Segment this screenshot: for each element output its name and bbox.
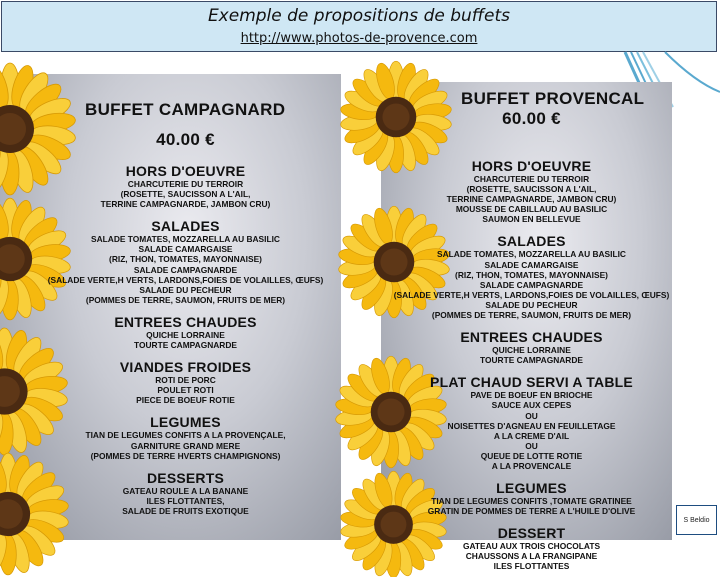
section-title: SALADES	[30, 219, 341, 234]
menu-item: TIAN DE LEGUMES CONFITS A LA PROVENÇALE,	[30, 430, 341, 440]
menu-item: A LA CREME D'AIL	[391, 431, 672, 441]
menu-item: (POMMES DE TERRE HVERTS CHAMPIGNONS)	[30, 451, 341, 461]
menu-item: ROTI DE PORC	[30, 375, 341, 385]
menu-item: TERRINE CAMPAGNARDE, JAMBON CRU)	[30, 199, 341, 209]
menu-item: PIECE DE BOEUF ROTIE	[30, 395, 341, 405]
section-title: DESSERTS	[30, 471, 341, 486]
section-title: VIANDES FROIDES	[30, 360, 341, 375]
menu-item: SAUCE AUX CEPES	[391, 400, 672, 410]
header-banner	[1, 1, 717, 52]
menu-item: QUEUE DE LOTTE ROTIE	[391, 451, 672, 461]
menu-item: TERRINE CAMPAGNARDE, JAMBON CRU)	[391, 194, 672, 204]
section-title: LEGUMES	[391, 481, 672, 496]
menu-item: SALADE DU PECHEUR	[391, 300, 672, 310]
menu-item: POULET ROTI	[30, 385, 341, 395]
section-title: DESSERT	[391, 526, 672, 541]
menu-item: SALADE DU PECHEUR	[30, 285, 341, 295]
menu-item: GRATIN DE POMMES DE TERRE A L'HUILE D'OLIVE	[391, 506, 672, 516]
menu-item: (POMMES DE TERRE, SAUMON, FRUITS DE MER)	[30, 295, 341, 305]
menu-item: (ROSETTE, SAUCISSON A L'AIL,	[30, 189, 341, 199]
menu-item: GARNITURE GRAND MERE	[30, 441, 341, 451]
menu-item: (POMMES DE TERRE, SAUMON, FRUITS DE MER)	[391, 310, 672, 320]
menu-item: NOISETTES D'AGNEAU EN FEUILLETAGE	[391, 421, 672, 431]
menu-text-provencal	[391, 82, 672, 572]
menu-item: (SALADE VERTE,H VERTS, LARDONS,FOIES DE VOLAILLES, ŒUFS)	[30, 275, 341, 285]
author-signature: S Beldio	[676, 505, 717, 535]
website-link[interactable]: http://www.photos-de-provence.com	[2, 31, 716, 46]
menu-price: 40.00 €	[30, 130, 341, 150]
menu-item: MOUSSE DE CABILLAUD AU BASILIC	[391, 204, 672, 214]
menu-item: (RIZ, THON, TOMATES, MAYONNAISE)	[30, 254, 341, 264]
menu-item: SALADE TOMATES, MOZZARELLA AU BASILIC	[30, 234, 341, 244]
menu-item: SALADE DE FRUITS EXOTIQUE	[30, 506, 341, 516]
menu-item: TOURTE CAMPAGNARDE	[30, 340, 341, 350]
menu-item: CHARCUTERIE DU TERROIR	[30, 179, 341, 189]
menu-price: 60.00 €	[391, 109, 672, 129]
menu-item: TOURTE CAMPAGNARDE	[391, 355, 672, 365]
section-title: PLAT CHAUD SERVI A TABLE	[391, 375, 672, 390]
menu-item: GATEAU ROULE A LA BANANE	[30, 486, 341, 496]
menu-item: PAVE DE BOEUF EN BRIOCHE	[391, 390, 672, 400]
menu-item: SALADE CAMARGAISE	[391, 260, 672, 270]
section-title: ENTREES CHAUDES	[30, 315, 341, 330]
menu-item: (ROSETTE, SAUCISSON A L'AIL,	[391, 184, 672, 194]
menu-item: QUICHE LORRAINE	[391, 345, 672, 355]
menu-item: CHARCUTERIE DU TERROIR	[391, 174, 672, 184]
menu-item: QUICHE LORRAINE	[30, 330, 341, 340]
menu-item: SALADE TOMATES, MOZZARELLA AU BASILIC	[391, 249, 672, 259]
menu-item: ILES FLOTTANTES	[391, 561, 672, 571]
menu-item: SALADE CAMPAGNARDE	[391, 280, 672, 290]
menu-item: TIAN DE LEGUMES CONFITS ,TOMATE GRATINEE	[391, 496, 672, 506]
menu-item: OU	[391, 441, 672, 451]
menu-item: ILES FLOTTANTES,	[30, 496, 341, 506]
section-title: HORS D'OEUVRE	[391, 159, 672, 174]
menu-card-provencal	[381, 82, 672, 540]
menu-item: GATEAU AUX TROIS CHOCOLATS	[391, 541, 672, 551]
menu-item: SALADE CAMPAGNARDE	[30, 265, 341, 275]
menu-title: BUFFET PROVENCAL	[391, 89, 672, 109]
menu-title: BUFFET CAMPAGNARD	[30, 100, 341, 120]
menu-item: CHAUSSONS A LA FRANGIPANE	[391, 551, 672, 561]
menu-text-campagnard	[30, 74, 341, 516]
menu-item: A LA PROVENCALE	[391, 461, 672, 471]
menu-item: SALADE CAMARGAISE	[30, 244, 341, 254]
menu-item: (SALADE VERTE,H VERTS, LARDONS,FOIES DE VOLAILLES, ŒUFS)	[391, 290, 672, 300]
section-title: SALADES	[391, 234, 672, 249]
menu-card-campagnard	[0, 74, 341, 540]
page-title: Exemple de propositions de buffets	[2, 6, 716, 26]
menu-item: SAUMON EN BELLEVUE	[391, 214, 672, 224]
menu-item: OU	[391, 411, 672, 421]
section-title: HORS D'OEUVRE	[30, 164, 341, 179]
menu-item: (RIZ, THON, TOMATES, MAYONNAISE)	[391, 270, 672, 280]
section-title: LEGUMES	[30, 415, 341, 430]
section-title: ENTREES CHAUDES	[391, 330, 672, 345]
